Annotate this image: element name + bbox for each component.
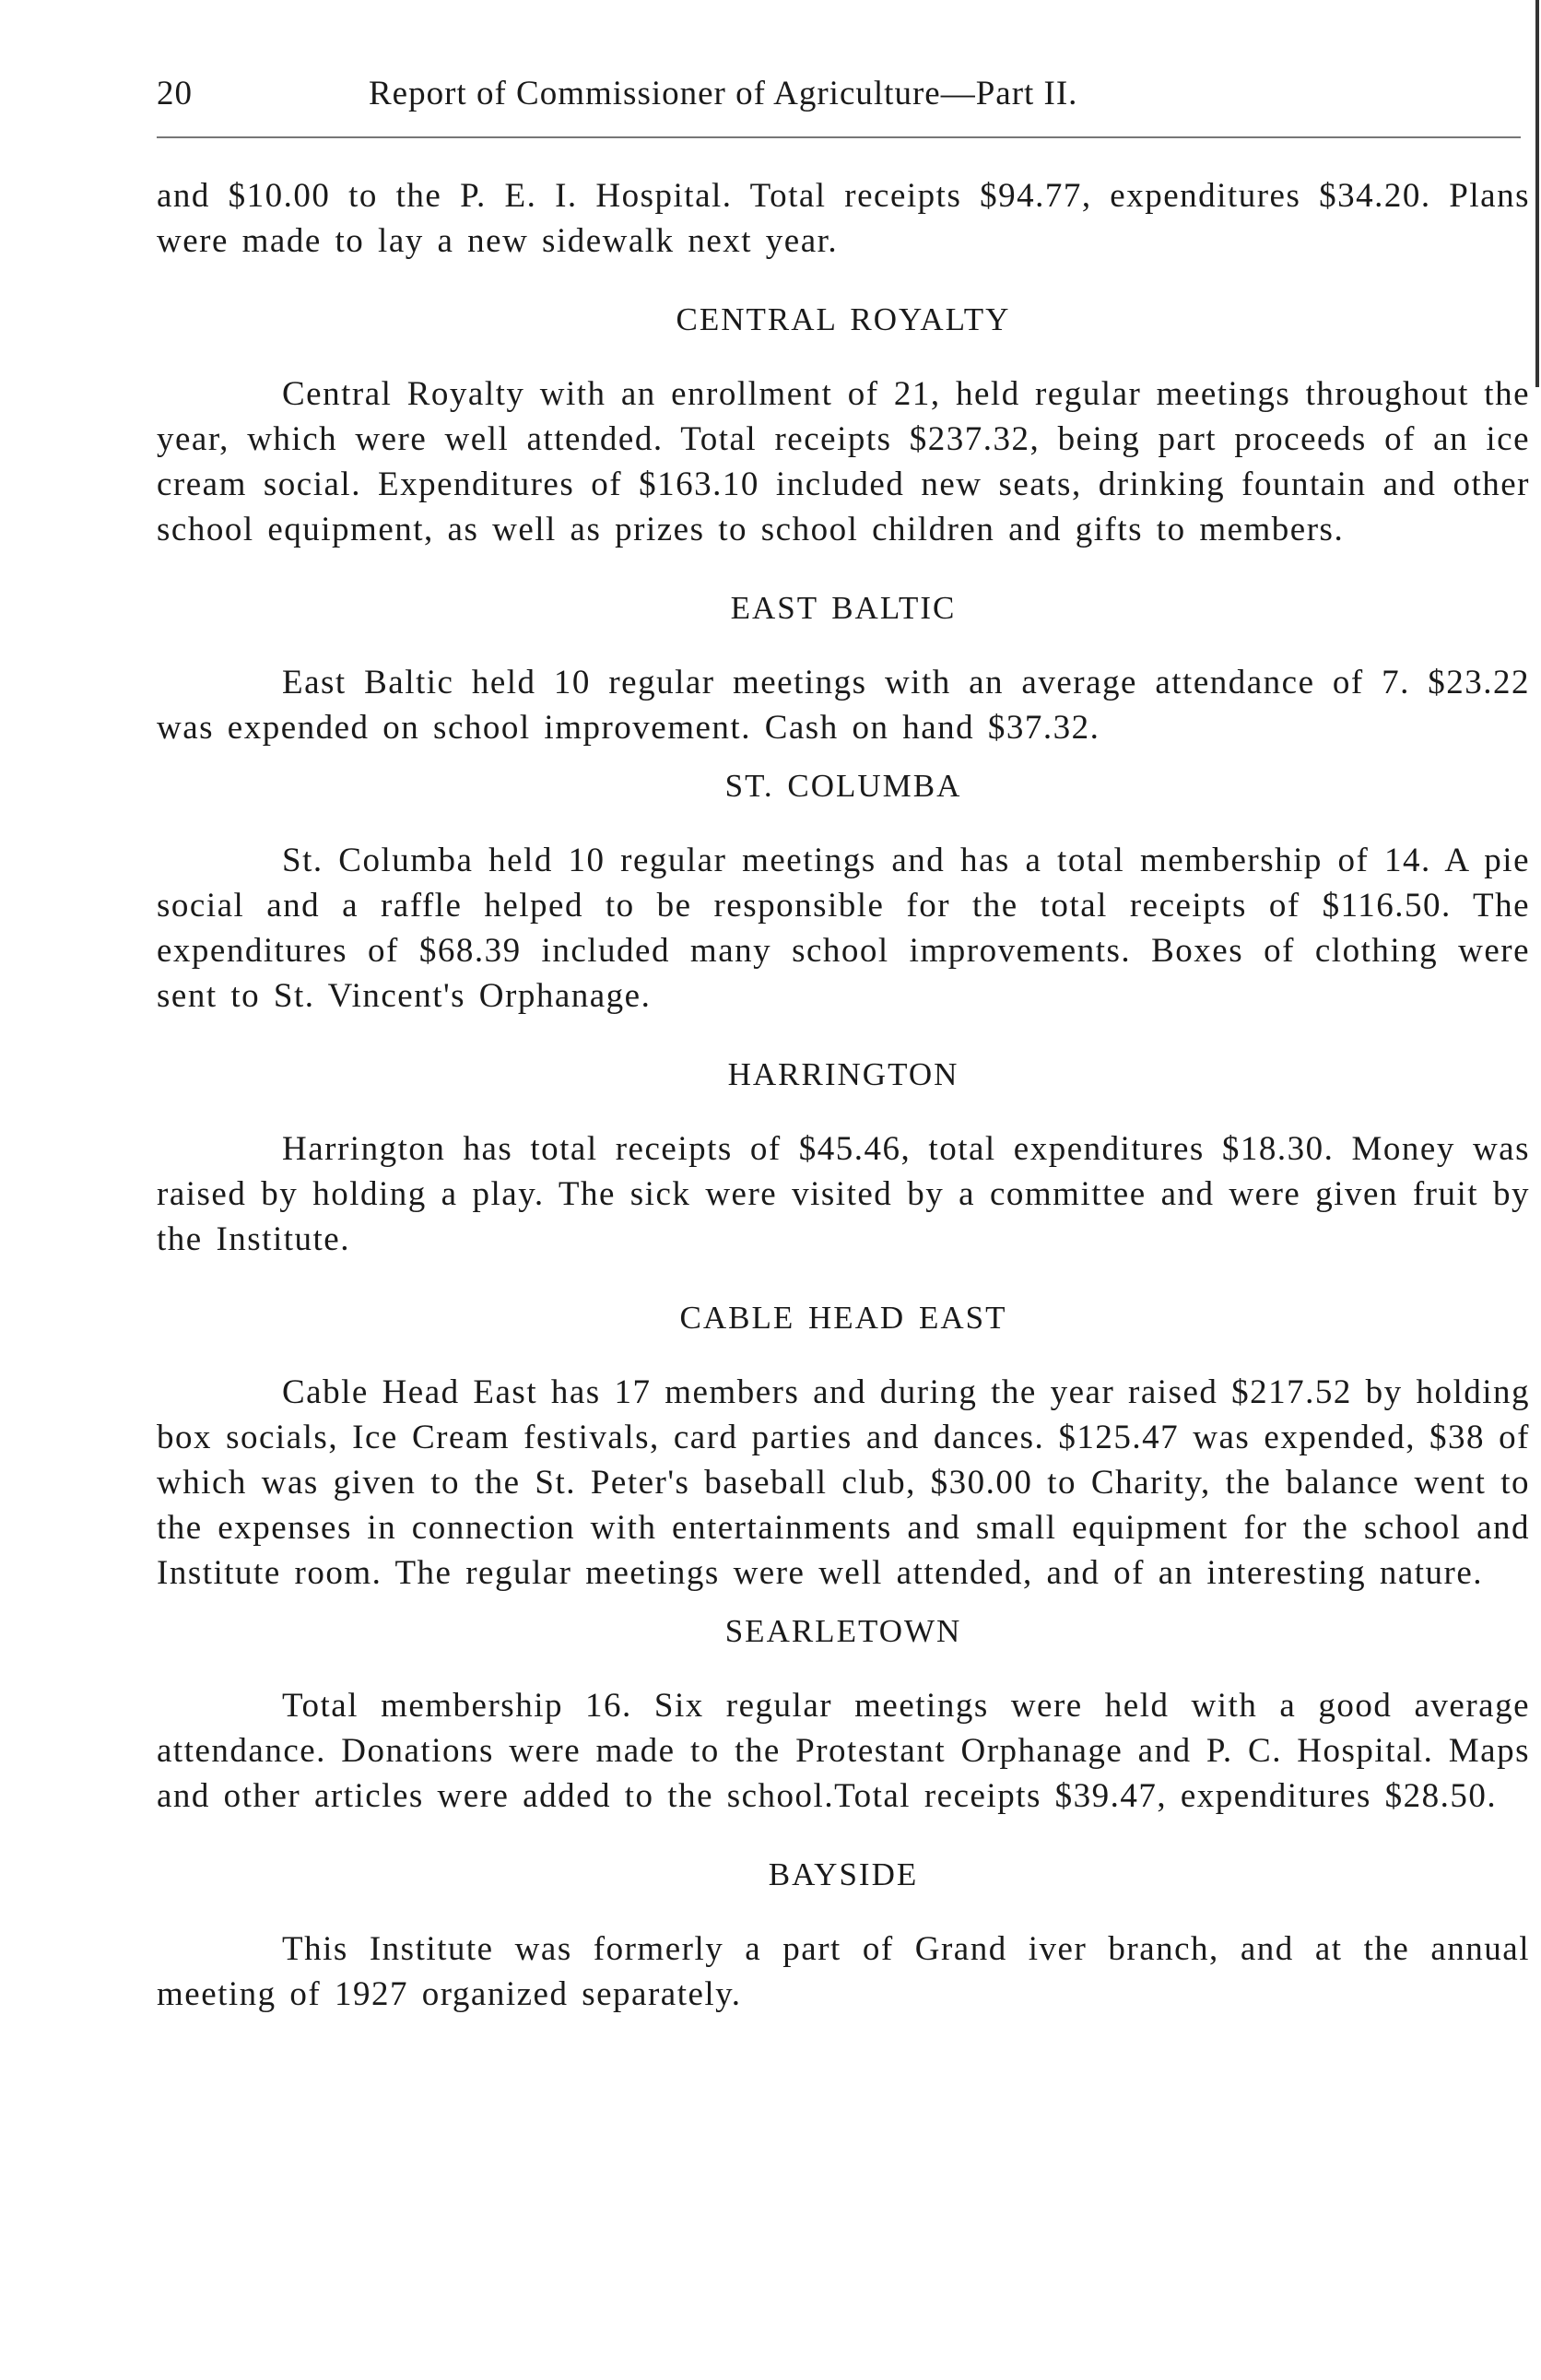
section-cable-head-east [157, 1295, 1530, 1596]
section-bayside [157, 1852, 1530, 2017]
page-edge-shadow [1535, 0, 1539, 387]
section-heading: CENTRAL ROYALTY [676, 301, 1011, 337]
section-paragraph: Harrington has total receipts of $45.46, total expenditures $18.30. Money was raised by holding a play. The sick were visited by a committee and were given fruit by the Institute. [157, 1130, 1530, 1258]
section-st-columba [157, 763, 1530, 1019]
section-searletown [157, 1608, 1530, 1819]
header-rule [157, 136, 1521, 138]
running-title: Report of Commissioner of Agriculture—Part II. [369, 75, 1078, 112]
section-paragraph: This Institute was formerly a part of Grand iver branch, and at the annual meeting of 1927 organized separately. [157, 1930, 1530, 2013]
section-east-baltic [157, 585, 1530, 750]
page-number: 20 [157, 75, 193, 112]
document-page [157, 65, 1539, 2013]
section-heading: CABLE HEAD EAST [679, 1300, 1007, 1336]
section-paragraph: Central Royalty with an enrollment of 21, held regular meetings throughout the year, which were well attended. Total receipts $237.32, being part proceeds of an ice cream social. Expenditures of $163.10 included new seats, drinking fountain and other school equipment, as well as prizes to school children and gifts to members. [157, 375, 1530, 548]
section-paragraph: St. Columba held 10 regular meetings and has a total membership of 14. A pie social and a raffle helped to be responsible for the total receipts of $116.50. The expenditures of $68.39 included many school improvements. Boxes of clothing were sent to St. Vincent's Orphanage. [157, 842, 1530, 1015]
page-body [157, 173, 1530, 2017]
section-heading: EAST BALTIC [730, 590, 957, 626]
section-harrington [157, 1052, 1530, 1262]
section-heading: HARRINGTON [727, 1056, 959, 1092]
section-paragraph: East Baltic held 10 regular meetings with an average attendance of 7. $23.22 was expended on school improvement. Cash on hand $37.32. [157, 664, 1530, 747]
section-paragraph: Cable Head East has 17 members and during the year raised $217.52 by holding box socials, Ice Cream festivals, card parties and dances. $125.47 was expended, $38 of which was given to the St. Peter's baseball club, $30.00 to Charity, the balance went to the expenses in connection with entertainments and small equipment for the school and Institute room. The regular meetings were well attended, and of an interesting nature. [157, 1373, 1530, 1592]
section-heading: SEARLETOWN [724, 1613, 962, 1649]
section-paragraph: Total membership 16. Six regular meetings were held with a good average attendance. Donations were made to the Protestant Orphanage and P. C. Hospital. Maps and other articles were added to the school.Total receipts $39.47, expenditures $28.50. [157, 1687, 1530, 1815]
section-heading: ST. COLUMBA [724, 768, 962, 804]
section-central-royalty [157, 297, 1530, 552]
intro-paragraph: and $10.00 to the P. E. I. Hospital. Total receipts $94.77, expenditures $34.20. Plans were made to lay a new sidewalk next year. [157, 177, 1530, 260]
section-heading: BAYSIDE [768, 1856, 919, 1892]
running-header [157, 65, 1539, 120]
